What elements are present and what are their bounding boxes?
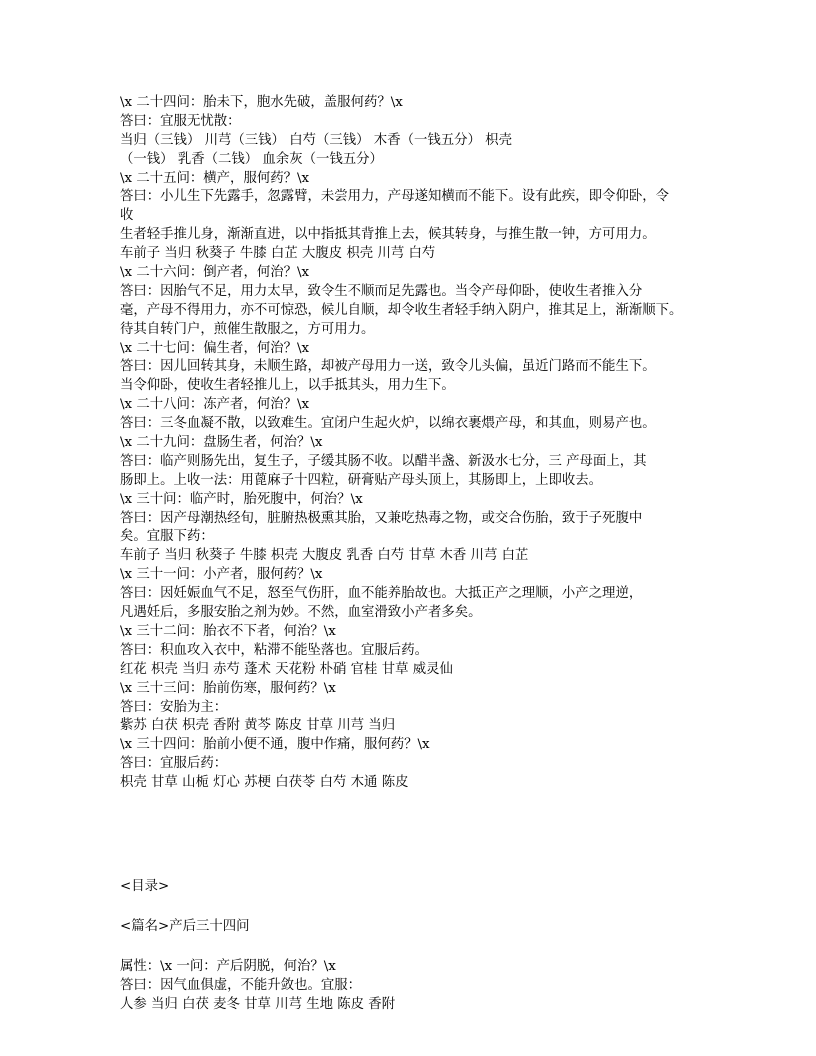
text-line: 毫，产母不得用力，亦不可惊恐，候儿自顺，却令收生者轻手纳入阴户，推其足上，渐渐顺下。 — [120, 302, 683, 318]
document-page — [120, 94, 710, 1014]
section-prenatal-questions — [120, 94, 710, 793]
text-line: 答曰：三冬血凝不散，以致难生。宜闭户生起火炉，以绵衣裹煨产母，和其血，则易产也。 — [120, 416, 656, 432]
text-line: 当令仰卧，使收生者轻推儿上，以手抵其头，用力生下。 — [120, 378, 455, 394]
text-line: 答曰：因妊娠血气不足，怒至气伤肝，血不能养胎故也。大抵正产之理顺，小产之理逆， — [120, 586, 643, 602]
text-line: 答曰：宜服后药： — [120, 756, 228, 772]
text-line: \x 三十问：临产时，胎死腹中，何治？\x — [120, 491, 363, 507]
text-line: \x 二十五问：横产，服何药？\x — [120, 170, 310, 186]
text-line: 答曰：因产母潮热经旬，脏腑热极熏其胎，又兼吃热毒之物，或交合伤胎，致于子死腹中 — [120, 510, 643, 526]
text-line: 肠即上。上收一法：用蓖麻子十四粒，研膏贴产母头顶上，其肠即上，上即收去。 — [120, 472, 603, 488]
text-line: \x 三十一问：小产者，服何药？\x — [120, 567, 323, 583]
text-line: 收 — [120, 208, 134, 224]
section-postnatal-questions — [120, 958, 710, 1015]
text-line: \x 二十六问：倒产者，何治？\x — [120, 265, 310, 281]
text-line: \x 三十二问：胎衣不下者，何治？\x — [120, 623, 336, 639]
text-line: \x 二十四问：胎未下，胞水先破，盖服何药？\x — [120, 95, 403, 110]
text-line: 矣。宜服下药： — [120, 529, 214, 545]
text-line: \x 二十七问：偏生者，何治？\x — [120, 340, 310, 356]
text-line: \x 二十九问：盘肠生者，何治？\x — [120, 435, 323, 451]
text-line: 属性：\x 一问：产后阴脱，何治？\x — [120, 958, 336, 974]
text-line: 枳壳 甘草 山栀 灯心 苏梗 白茯苓 白芍 木通 陈皮 — [120, 775, 409, 791]
spacer — [120, 937, 710, 958]
text-line: 当归（三钱） 川芎（三钱） 白芍（三钱） 木香（一钱五分） 枳壳 — [120, 132, 512, 148]
text-line: （一钱） 乳香（二钱） 血余灰（一钱五分） — [120, 151, 383, 167]
text-line: \x 二十八问：冻产者，何治？\x — [120, 397, 310, 413]
toc-label: <目录> — [120, 878, 170, 894]
text-line: \x 三十四问：胎前小便不通，腹中作痛，服何药？\x — [120, 737, 430, 753]
text-line: 答曰：因儿回转其身，未顺生路，却被产母用力一送，致令儿头偏，虽近门路而不能生下。 — [120, 359, 656, 375]
text-line: 生者轻手推儿身，渐渐直进，以中指抵其背推上去，候其转身，与推生散一钟，方可用力。 — [120, 227, 656, 243]
text-line: \x 三十三问：胎前伤寒，服何药？\x — [120, 680, 336, 696]
spacer — [120, 793, 710, 878]
text-line: 答曰：小儿生下先露手，忽露臂，未尝用力，产母遂知横而不能下。设有此疾，即令仰卧，令 — [120, 189, 670, 205]
chapter-title: <篇名>产后三十四问 — [120, 918, 250, 934]
text-line: 答曰：因气血俱虚，不能升敛也。宜服： — [120, 977, 362, 993]
text-line: 车前子 当归 秋葵子 牛膝 白芷 大腹皮 枳壳 川芎 白芍 — [120, 246, 436, 262]
spacer — [120, 897, 710, 918]
text-line: 凡遇妊后，多服安胎之剂为妙。不然，血室滑致小产者多矣。 — [120, 605, 482, 621]
text-line: 答曰：宜服无忧散： — [120, 113, 241, 129]
text-line: 红花 枳壳 当归 赤芍 蓬术 天花粉 朴硝 官桂 甘草 威灵仙 — [120, 661, 453, 677]
text-line: 答曰：积血攻入衣中，粘滞不能坠落也。宜服后药。 — [120, 642, 428, 658]
text-line: 答曰：安胎为主： — [120, 699, 228, 715]
text-line: 车前子 当归 秋葵子 牛膝 枳壳 大腹皮 乳香 白芍 甘草 木香 川芎 白芷 — [120, 548, 529, 564]
text-line: 待其自转门户，煎催生散服之，方可用力。 — [120, 321, 375, 337]
text-line: 紫苏 白茯 枳壳 香附 黄芩 陈皮 甘草 川芎 当归 — [120, 718, 396, 734]
text-line: 答曰：临产则肠先出，复生子，子缓其肠不收。以醋半盏、新汲水七分，三 产母面上，其 — [120, 453, 647, 469]
text-line: 答曰：因胎气不足，用力太早，致令生不顺而足先露也。当令产母仰卧，使收生者推入分 — [120, 283, 643, 299]
text-line: 人参 当归 白茯 麦冬 甘草 川芎 生地 陈皮 香附 — [120, 996, 396, 1012]
